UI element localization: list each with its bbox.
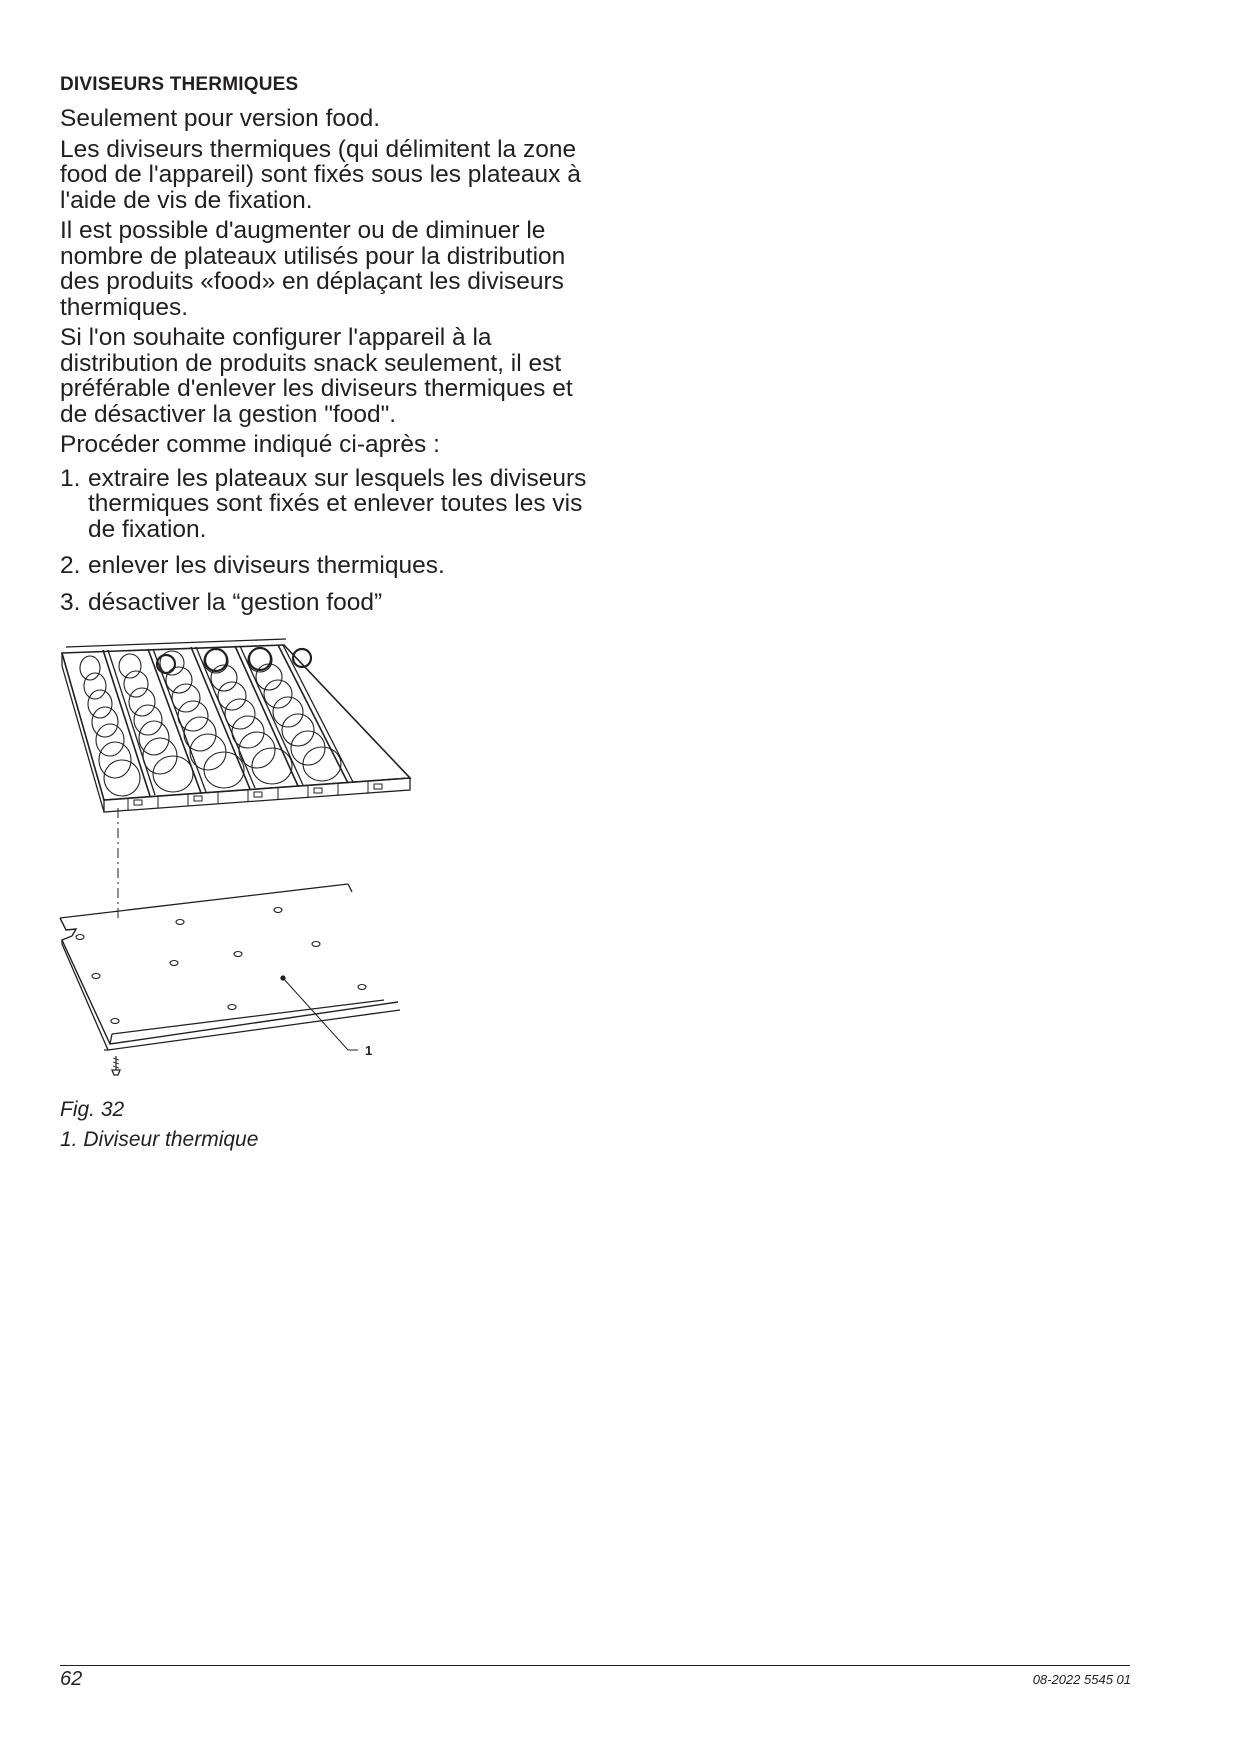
- step-item: [60, 553, 600, 579]
- step-number: 3.: [60, 588, 81, 616]
- paragraph-procedure: Procéder comme indiqué ci-après :: [60, 431, 440, 458]
- figure-legend: 1. Diviseur thermique: [60, 1128, 259, 1151]
- body-text: [60, 106, 600, 626]
- fixing-screw: [112, 1056, 120, 1075]
- step-list: [60, 466, 600, 616]
- paragraph-snack: Si l'on souhaite configurer l'appareil à la distribution de produits snack seulement, il est préférable d'enlever les diviseurs thermiques et de désactiver la gestion "food".: [60, 324, 573, 428]
- paragraph-version: Seulement pour version food.: [60, 105, 381, 132]
- product-tray: [62, 639, 410, 812]
- step-item: [60, 590, 600, 616]
- section-heading: DIVISEURS THERMIQUES: [60, 74, 299, 95]
- page-number: 62: [60, 1668, 83, 1690]
- footer-rule: [60, 1665, 1130, 1666]
- tray-divider-drawing: [48, 638, 458, 1098]
- figure-caption: Fig. 32: [60, 1098, 125, 1121]
- step-number: 1.: [60, 464, 81, 492]
- paragraph-fixing: Les diviseurs thermiques (qui délimitent la zone food de l'appareil) sont fixés sous les plateaux à l'aide de vis de fixation.: [60, 135, 581, 214]
- thermal-divider-plate: [60, 884, 400, 1050]
- step-text: désactiver la “gestion food”: [88, 588, 383, 616]
- step-number: 2.: [60, 552, 81, 579]
- paragraph-trays: Il est possible d'augmenter ou de diminuer le nombre de plateaux utilisés pour la distribution des produits «food» en déplaçant les diviseurs thermiques.: [60, 217, 566, 321]
- callout-number: 1: [365, 1043, 373, 1058]
- step-text: enlever les diviseurs thermiques.: [88, 552, 445, 579]
- step-item: [60, 466, 600, 543]
- document-code: 08-2022 5545 01: [1032, 1672, 1131, 1687]
- figure-illustration: [48, 638, 458, 1098]
- step-text: extraire les plateaux sur lesquels les diviseurs thermiques sont fixés et enlever toutes les vis de fixation.: [88, 464, 587, 543]
